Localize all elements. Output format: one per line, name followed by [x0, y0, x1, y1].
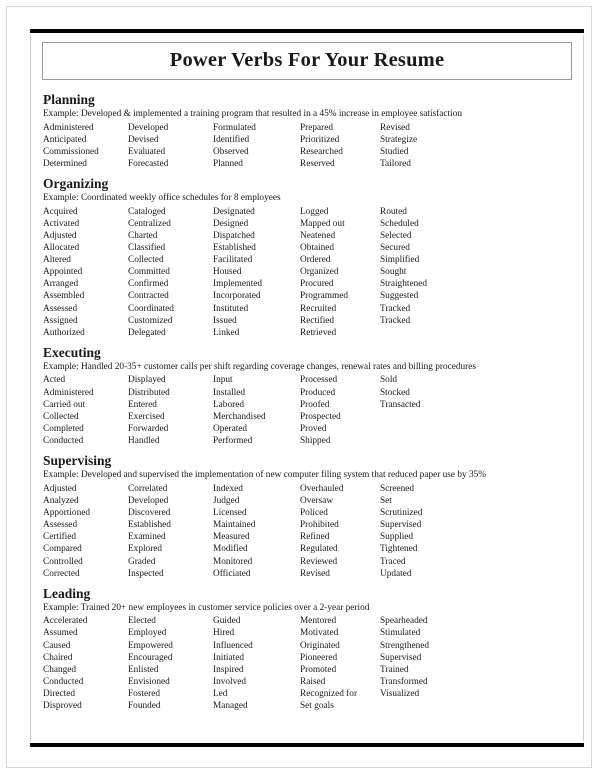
verb-item: Acquired — [43, 206, 78, 217]
verb-item: Managed — [213, 701, 248, 712]
verb-item: Prospected — [300, 411, 341, 422]
verb-item: Straightened — [380, 279, 427, 290]
verb-item: Sought — [380, 267, 407, 278]
verb-column — [43, 615, 128, 712]
verb-item: Prohibited — [300, 520, 339, 531]
verb-item: Input — [213, 375, 233, 386]
verb-item: Tracked — [380, 303, 411, 314]
verb-item: Procured — [300, 279, 334, 290]
verb-item: Adjusted — [43, 230, 77, 241]
verb-column — [43, 483, 128, 580]
verb-section — [41, 345, 573, 447]
verb-item: Apportioned — [43, 508, 90, 518]
verb-item: Stimulated — [380, 628, 421, 639]
document-body — [30, 35, 584, 741]
section-heading: Supervising — [43, 453, 112, 469]
verb-item: Traced — [380, 556, 406, 567]
verb-item: Tailored — [380, 158, 411, 169]
verb-item: Labored — [213, 399, 244, 410]
verb-item: Coordinated — [128, 303, 174, 314]
verb-item: Established — [213, 242, 256, 253]
verb-item: Supplied — [380, 532, 414, 543]
verb-item: Scrutinized — [380, 508, 423, 518]
verb-item: Refined — [300, 532, 330, 543]
verb-column — [300, 374, 380, 447]
verb-item: Prepared — [300, 122, 334, 133]
verb-column — [300, 122, 380, 171]
verb-item: Displayed — [128, 375, 166, 386]
verb-item: Scheduled — [380, 218, 419, 229]
verb-item: Spearheaded — [380, 616, 428, 627]
verb-item: Led — [213, 689, 228, 700]
verb-item: Activated — [43, 218, 80, 229]
verb-column — [213, 615, 300, 712]
verb-item: Explored — [128, 544, 163, 555]
verb-item: Overhauled — [300, 483, 344, 494]
verb-grid — [43, 374, 573, 447]
verb-item: Screened — [380, 483, 415, 494]
title-box — [42, 42, 572, 80]
section-heading: Leading — [43, 585, 91, 601]
verb-item: Established — [128, 520, 171, 531]
verb-item: Confirmed — [128, 279, 169, 290]
verb-item: Prioritized — [300, 134, 340, 145]
verb-item: Assessed — [43, 303, 78, 314]
verb-column — [128, 374, 213, 447]
verb-column — [43, 122, 128, 171]
verb-item: Transacted — [380, 399, 421, 410]
verb-item: Sold — [380, 375, 398, 386]
verb-column — [380, 615, 490, 712]
verb-column — [380, 374, 490, 447]
verb-column — [380, 206, 490, 339]
verb-item: Appointed — [43, 267, 83, 278]
verb-item: Collected — [43, 411, 79, 422]
verb-item: Arranged — [43, 279, 79, 290]
verb-item: Facilitated — [213, 255, 253, 266]
verb-item: Formulated — [213, 122, 256, 133]
verb-item: Acted — [43, 375, 66, 386]
verb-item: Processed — [300, 375, 338, 386]
verb-item: Certified — [43, 532, 77, 543]
verb-item: Entered — [128, 399, 157, 410]
page-title: Power Verbs For Your Resume — [169, 49, 445, 71]
verb-item: Updated — [380, 568, 412, 579]
verb-column — [213, 483, 300, 580]
verb-item: Revised — [300, 568, 330, 579]
verb-column — [128, 206, 213, 339]
verb-grid — [43, 206, 573, 339]
verb-item: Operated — [213, 423, 248, 434]
verb-item: Committed — [128, 267, 170, 278]
verb-item: Compared — [43, 544, 82, 555]
verb-item: Encouraged — [128, 652, 173, 663]
verb-column — [128, 122, 213, 171]
verb-item: Incorporated — [213, 291, 261, 302]
section-heading: Executing — [43, 344, 101, 360]
verb-item: Elected — [128, 616, 156, 627]
verb-item: Officiated — [213, 568, 251, 579]
verb-item: Maintained — [213, 520, 256, 531]
verb-section — [41, 453, 573, 580]
verb-item: Caused — [43, 640, 71, 651]
verb-item: Changed — [43, 664, 77, 675]
verb-item: Issued — [213, 315, 237, 326]
verb-item: Founded — [128, 701, 161, 712]
verb-item: Allocated — [43, 242, 80, 253]
section-example: Example: Developed and supervised the implementation of new computer filing system that reduced paper use by 35% — [43, 470, 487, 481]
verb-item: Commissioned — [43, 146, 99, 157]
verb-item: Modified — [213, 544, 248, 555]
verb-item: Shipped — [300, 436, 331, 447]
verb-item: Policed — [300, 508, 328, 518]
verb-section — [41, 92, 573, 170]
verb-column — [213, 374, 300, 447]
verb-item: Conducted — [43, 676, 84, 687]
verb-item: Distributed — [128, 387, 170, 398]
verb-item: Revised — [380, 122, 410, 133]
verb-item: Designed — [213, 218, 249, 229]
verb-item: Produced — [300, 387, 336, 398]
verb-item: Simplified — [380, 255, 420, 266]
verb-item: Forecasted — [128, 158, 169, 169]
verb-item: Tightened — [380, 544, 418, 555]
verb-column — [43, 374, 128, 447]
verb-item: Envisioned — [128, 676, 170, 687]
verb-item: Routed — [380, 206, 407, 217]
verb-item: Retrieved — [300, 327, 337, 338]
verb-item: Strategize — [380, 134, 418, 145]
verb-item: Inspired — [213, 664, 244, 675]
verb-item: Completed — [43, 423, 84, 434]
verb-item: Dispatched — [213, 230, 255, 241]
verb-item: Administered — [43, 122, 94, 133]
verb-item: Ordered — [300, 255, 331, 266]
verb-item: Hired — [213, 628, 235, 639]
verb-column — [300, 483, 380, 580]
verb-item: Studied — [380, 146, 409, 157]
verb-grid — [43, 483, 573, 580]
verb-item: Housed — [213, 267, 242, 278]
verb-item: Classified — [128, 242, 166, 253]
verb-item: Suggested — [380, 291, 419, 302]
verb-item: Charted — [128, 230, 158, 241]
verb-item: Supervised — [380, 652, 422, 663]
sections-container — [41, 92, 573, 712]
verb-item: Recognized for — [300, 689, 358, 700]
verb-item: Proofed — [300, 399, 330, 410]
verb-item: Reserved — [300, 158, 335, 169]
verb-item: Set goals — [300, 701, 334, 712]
verb-item: Measured — [213, 532, 250, 543]
verb-item: Developed — [128, 495, 169, 506]
verb-item: Visualized — [380, 689, 420, 700]
verb-item: Influenced — [213, 640, 253, 651]
verb-item: Conducted — [43, 436, 84, 447]
verb-item: Empowered — [128, 640, 173, 651]
verb-item: Controlled — [43, 556, 83, 567]
verb-item: Inspected — [128, 568, 164, 579]
verb-item: Correlated — [128, 483, 168, 494]
top-rule-bar — [30, 29, 584, 34]
section-heading: Planning — [43, 92, 95, 107]
verb-item: Recruited — [300, 303, 337, 314]
verb-item: Developed — [128, 122, 169, 133]
verb-item: Discovered — [128, 508, 171, 518]
verb-column — [128, 615, 213, 712]
verb-column — [380, 483, 490, 580]
verb-item: Secured — [380, 242, 410, 253]
verb-item: Devised — [128, 134, 159, 145]
verb-item: Obtained — [300, 242, 335, 253]
verb-item: Trained — [380, 664, 409, 675]
verb-item: Tracked — [380, 315, 411, 326]
verb-item: Corrected — [43, 568, 80, 579]
verb-item: Fostered — [128, 689, 161, 700]
verb-column — [213, 122, 300, 171]
verb-item: Forwarded — [128, 423, 169, 434]
bottom-rule-bar — [30, 742, 584, 747]
verb-item: Regulated — [300, 544, 338, 555]
verb-item: Exercised — [128, 411, 165, 422]
verb-item: Selected — [380, 230, 412, 241]
verb-item: Delegated — [128, 327, 166, 338]
verb-item: Cataloged — [128, 206, 166, 217]
verb-item: Implemented — [213, 279, 263, 290]
verb-item: Strengthened — [380, 640, 430, 651]
verb-item: Directed — [43, 689, 76, 700]
verb-item: Enlisted — [128, 664, 159, 675]
verb-item: Raised — [300, 676, 326, 687]
verb-item: Accelerated — [43, 616, 88, 627]
verb-item: Linked — [213, 327, 240, 338]
verb-item: Planned — [213, 158, 243, 169]
verb-item: Disproved — [43, 701, 82, 712]
verb-column — [300, 206, 380, 339]
verb-column — [128, 483, 213, 580]
verb-item: Guided — [213, 616, 241, 627]
section-example: Example: Trained 20+ new employees in customer service policies over a 2-year period — [43, 602, 370, 613]
section-heading: Organizing — [43, 176, 109, 192]
verb-item: Assembled — [43, 291, 85, 302]
section-example: Example: Developed & implemented a training program that resulted in a 45% increase in employee satisfaction — [43, 108, 462, 119]
verb-item: Performed — [213, 436, 253, 447]
verb-item: Contracted — [128, 291, 169, 302]
verb-item: Identified — [213, 134, 250, 145]
verb-item: Oversaw — [300, 495, 334, 506]
verb-item: Logged — [300, 206, 329, 217]
verb-item: Chaired — [43, 652, 73, 663]
verb-item: Installed — [213, 387, 246, 398]
verb-item: Determined — [43, 158, 87, 169]
document-sheet — [30, 29, 584, 747]
verb-item: Researched — [300, 146, 343, 157]
verb-item: Assigned — [43, 315, 78, 326]
verb-item: Observed — [213, 146, 249, 157]
verb-item: Pioneered — [300, 652, 338, 663]
verb-item: Collected — [128, 255, 164, 266]
verb-item: Graded — [128, 556, 156, 567]
verb-item: Proved — [300, 423, 327, 434]
verb-column — [43, 206, 128, 339]
verb-item: Mentored — [300, 616, 337, 627]
verb-item: Handled — [128, 436, 160, 447]
verb-item: Assessed — [43, 520, 78, 531]
verb-item: Merchandised — [213, 411, 266, 422]
section-example: Example: Coordinated weekly office schedules for 8 employees — [43, 192, 281, 203]
verb-item: Supervised — [380, 520, 422, 531]
verb-item: Motivated — [300, 628, 339, 639]
verb-item: Involved — [213, 676, 247, 687]
verb-item: Carried out — [43, 399, 86, 410]
verb-item: Indexed — [213, 483, 243, 494]
verb-column — [213, 206, 300, 339]
verb-item: Originated — [300, 640, 340, 651]
verb-item: Licensed — [213, 508, 247, 518]
section-example: Example: Handled 20-35+ customer calls per shift regarding coverage changes, renewal rates and billing procedures — [43, 361, 476, 372]
verb-section — [41, 176, 573, 339]
verb-item: Employed — [128, 628, 167, 639]
verb-item: Rectified — [300, 315, 335, 326]
verb-item: Evaluated — [128, 146, 166, 157]
verb-item: Adjusted — [43, 483, 77, 494]
verb-item: Customized — [128, 315, 173, 326]
verb-item: Authorized — [43, 327, 85, 338]
verb-item: Promoted — [300, 664, 337, 675]
verb-column — [300, 615, 380, 712]
verb-item: Initiated — [213, 652, 244, 663]
verb-item: Monitored — [213, 556, 253, 567]
verb-item: Programmed — [300, 291, 349, 302]
verb-item: Transformed — [380, 676, 428, 687]
verb-column — [380, 122, 490, 171]
verb-item: Designated — [213, 206, 255, 217]
verb-item: Assumed — [43, 628, 78, 639]
verb-item: Mapped out — [300, 218, 345, 229]
verb-item: Stocked — [380, 387, 410, 398]
verb-section — [41, 586, 573, 713]
verb-item: Judged — [213, 495, 240, 506]
verb-item: Analyzed — [43, 495, 79, 506]
verb-item: Anticipated — [43, 134, 87, 145]
verb-item: Organized — [300, 267, 339, 278]
verb-item: Examined — [128, 532, 166, 543]
verb-item: Reviewed — [300, 556, 338, 567]
verb-item: Altered — [43, 255, 71, 266]
verb-item: Neatened — [300, 230, 336, 241]
verb-grid — [43, 615, 573, 712]
verb-item: Set — [380, 495, 392, 506]
verb-item: Instituted — [213, 303, 249, 314]
page-frame — [6, 6, 592, 768]
verb-item: Administered — [43, 387, 94, 398]
verb-item: Centralized — [128, 218, 171, 229]
verb-grid — [43, 122, 573, 171]
